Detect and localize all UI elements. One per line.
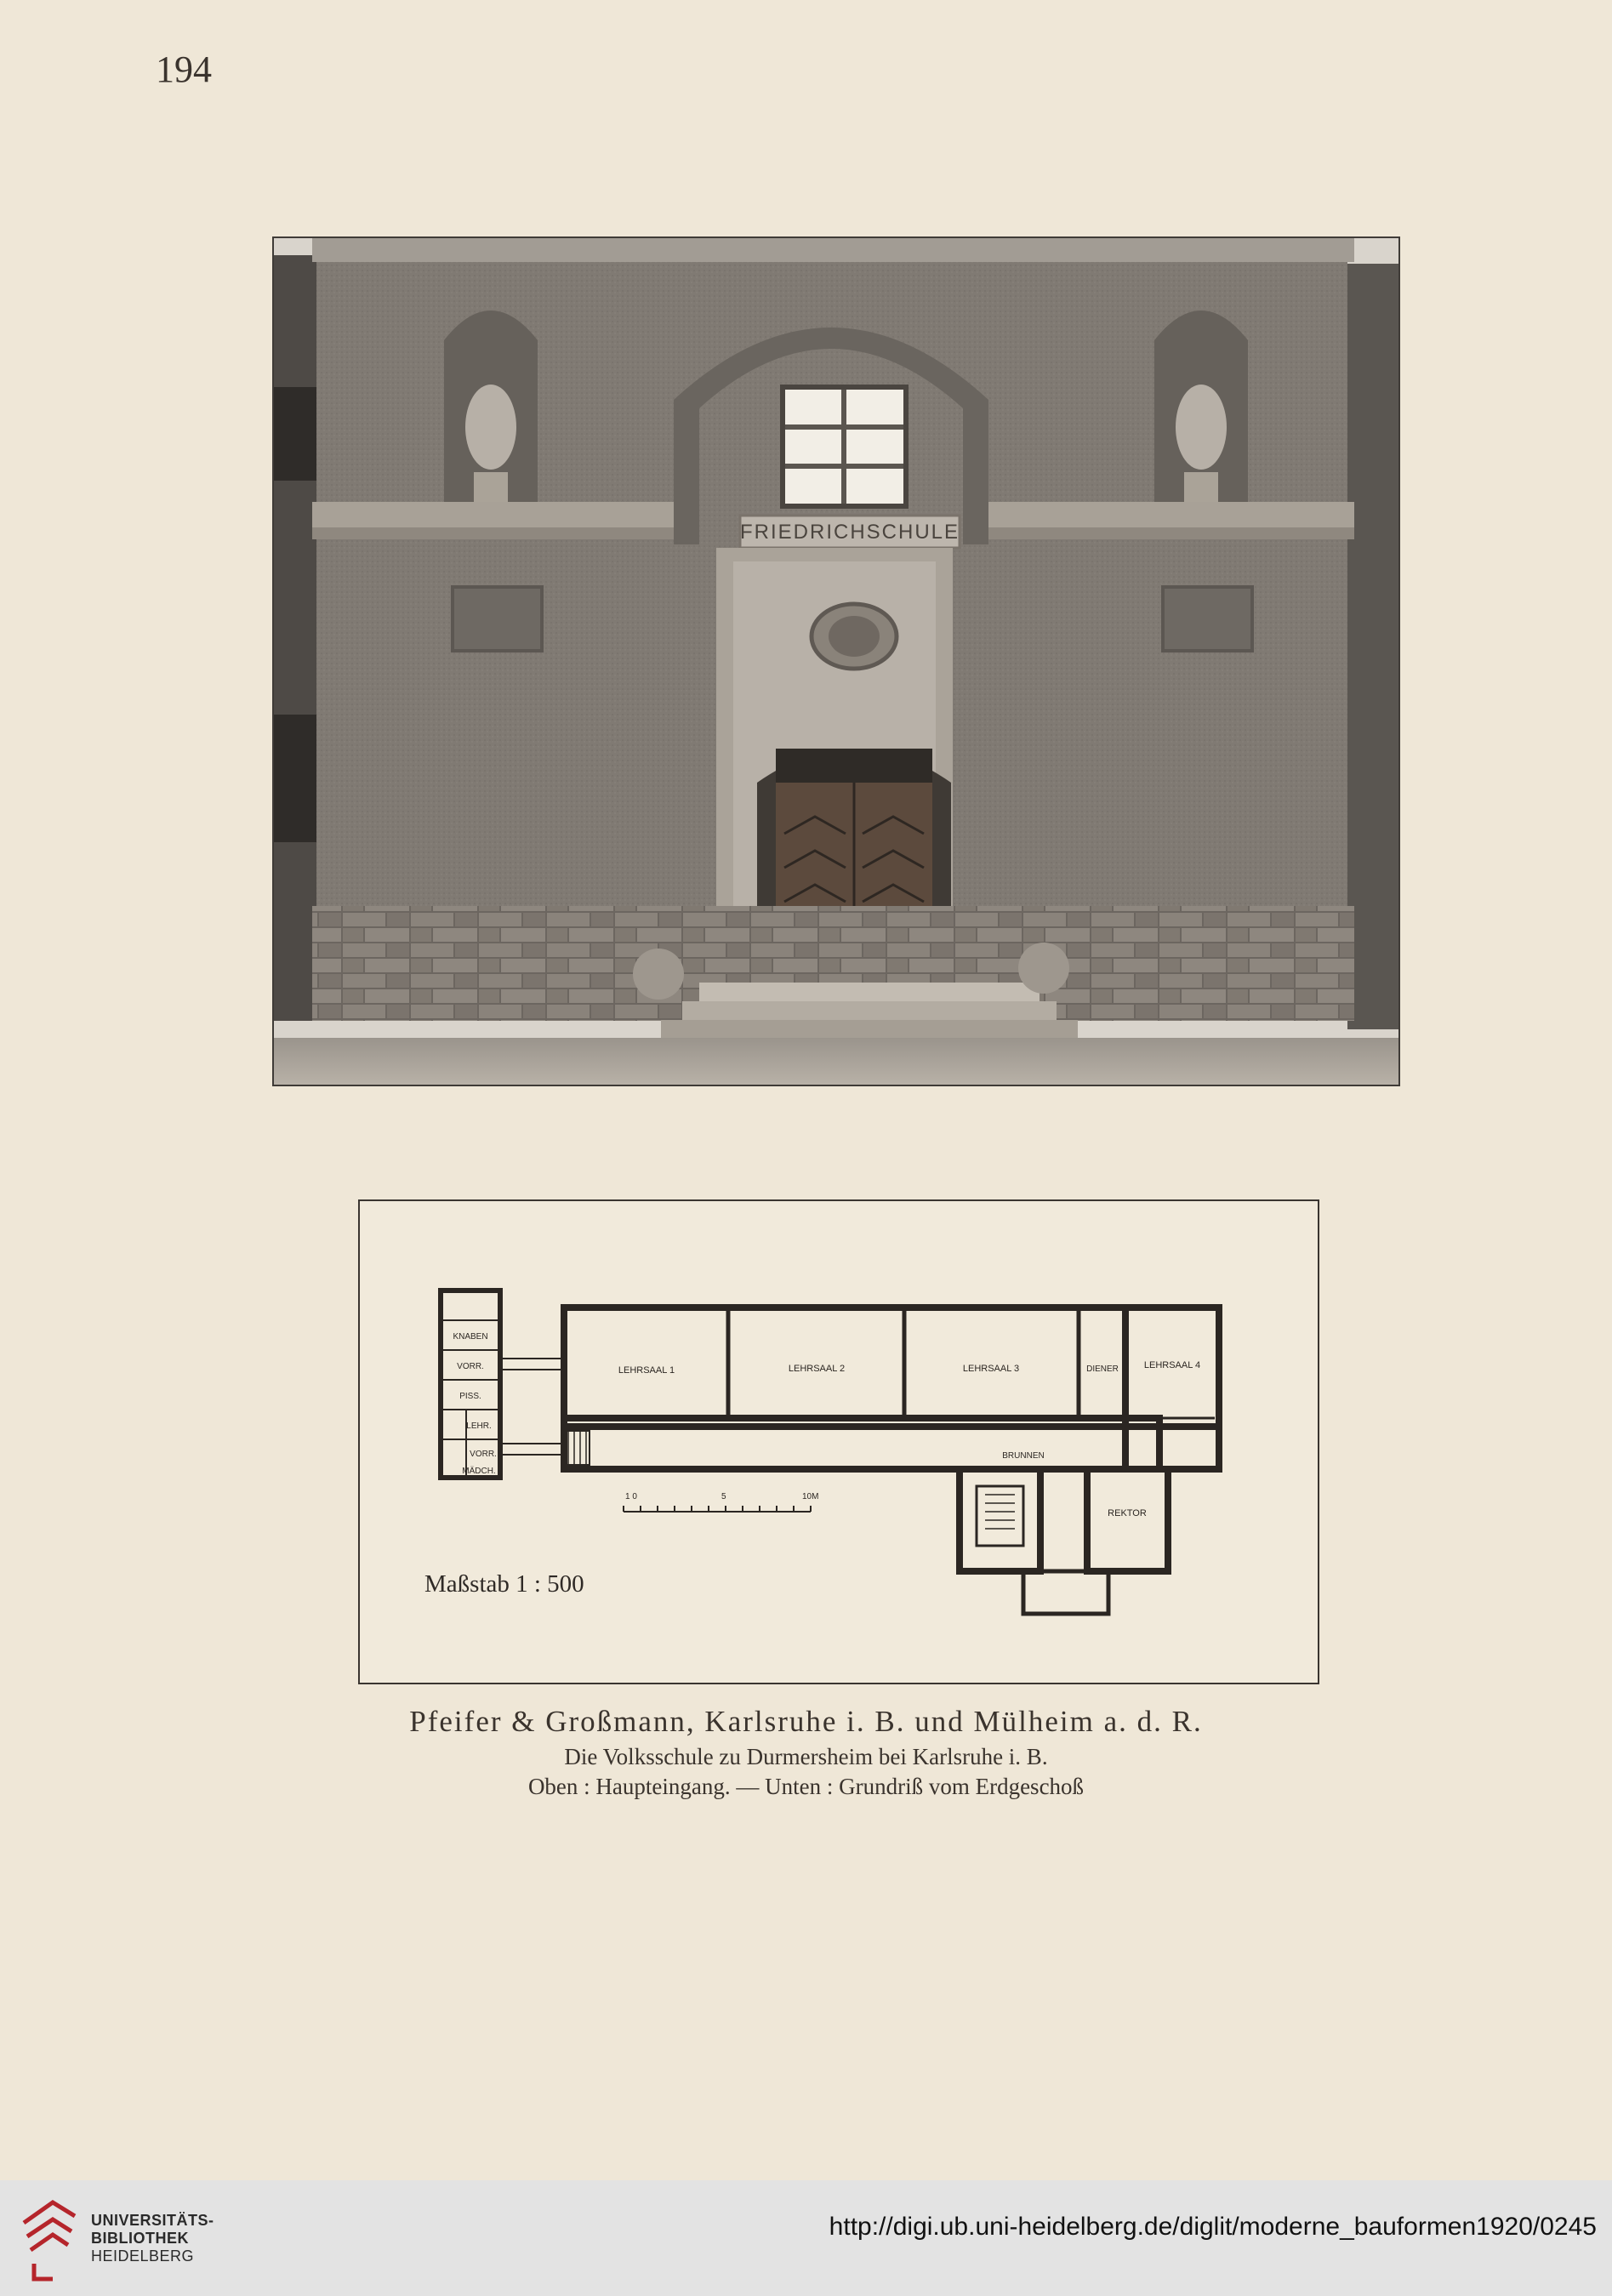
room-diener: DIENER: [1086, 1364, 1119, 1374]
logo-line-1: UNIVERSITÄTS-: [91, 2212, 214, 2229]
scale-tick-0: 1 0: [625, 1492, 637, 1501]
room-lehrsaal-2: LEHRSAAL 2: [788, 1364, 846, 1374]
scale-tick-10: 10M: [802, 1492, 819, 1501]
caption-architects: Pfeifer & Großmann, Karlsruhe i. B. und Mülheim a. d. R.: [409, 1705, 1203, 1738]
room-vorraum-2: VORR.: [470, 1450, 497, 1459]
room-lehrsaal-3: LEHRSAAL 3: [962, 1364, 1020, 1374]
entrance-photo: [274, 238, 1398, 1085]
logo-line-3: HEIDELBERG: [91, 2248, 195, 2265]
room-pissoir: PISS.: [459, 1392, 481, 1401]
facade-illustration: [274, 238, 1398, 1085]
room-rektor: REKTOR: [1108, 1508, 1147, 1518]
facade-inscription: FRIEDRICHSCHULE: [739, 521, 960, 544]
scale-bar: [624, 1506, 811, 1512]
room-lehrer: LEHR.: [466, 1421, 492, 1431]
scale-tick-5: 5: [721, 1492, 726, 1501]
floor-plan-frame: [358, 1199, 1319, 1684]
page-number: 194: [156, 48, 212, 90]
university-library-logo-icon: [19, 2197, 80, 2286]
source-url-link[interactable]: http://digi.ub.uni-heidelberg.de/diglit/moderne_bauformen1920/0245: [829, 2213, 1597, 2241]
scale-label: Maßstab 1 : 500: [424, 1570, 584, 1598]
room-lehrsaal-1: LEHRSAAL 1: [618, 1365, 675, 1376]
caption-title: Die Volksschule zu Durmersheim bei Karlsruhe i. B.: [564, 1744, 1048, 1769]
room-knaben: KNABEN: [453, 1332, 488, 1342]
university-library-name: [91, 2212, 214, 2265]
room-vorraum-1: VORR.: [457, 1362, 484, 1371]
room-maedchen: MÄDCH.: [462, 1467, 496, 1476]
footer-bar: [0, 2180, 1612, 2296]
room-brunnen: BRUNNEN: [1002, 1451, 1045, 1461]
caption-description: Oben : Haupteingang. — Unten : Grundriß vom Erdgeschoß: [527, 1774, 1085, 1799]
floor-plan: [360, 1201, 1321, 1686]
logo-line-2: BIBLIOTHEK: [91, 2230, 189, 2247]
room-lehrsaal-4: LEHRSAAL 4: [1143, 1360, 1201, 1370]
